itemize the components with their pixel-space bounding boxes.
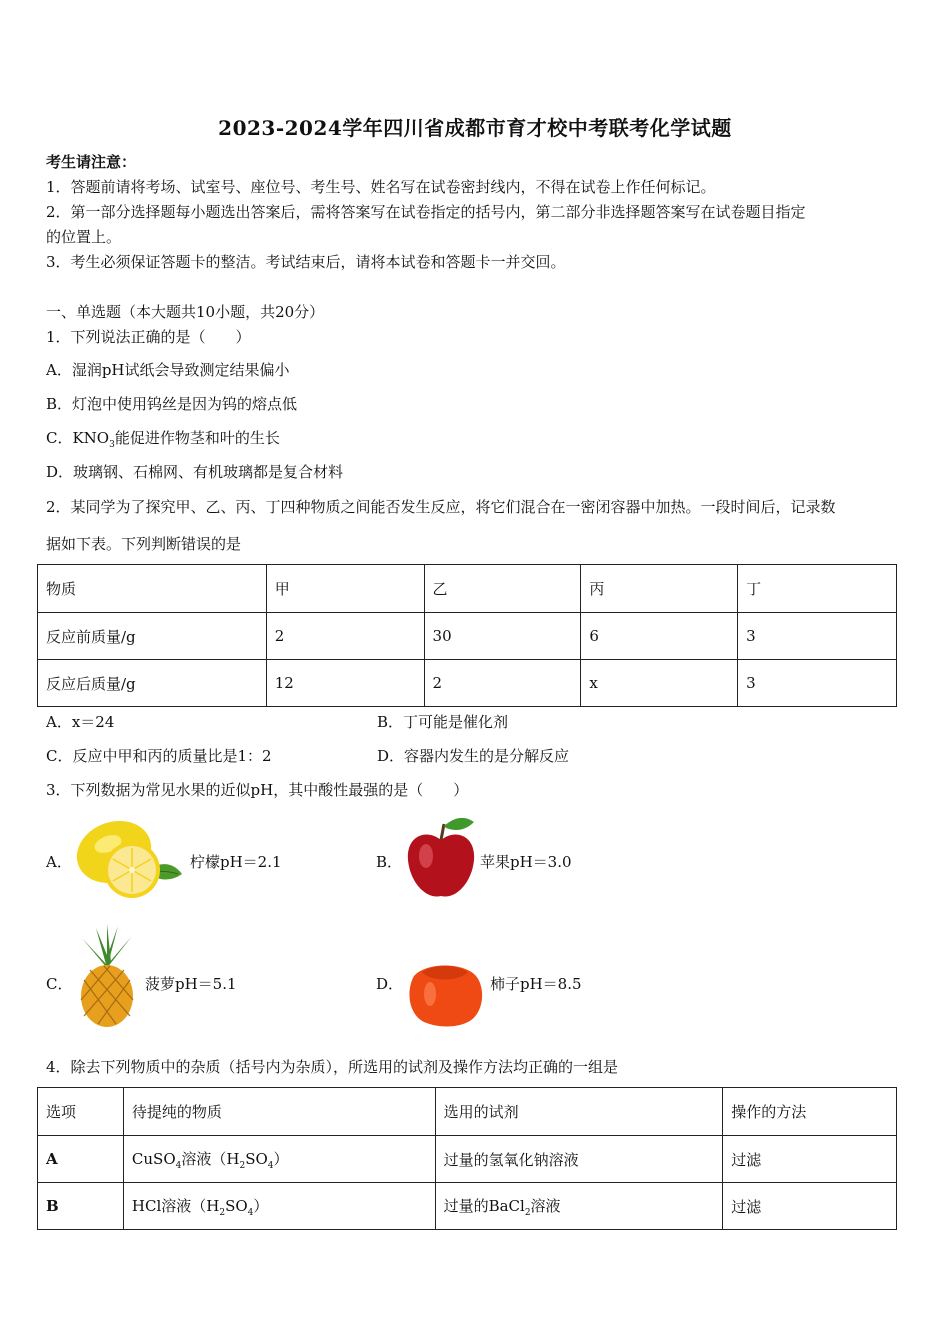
table-cell: 过量的BaCl$_2$溶液 (435, 1183, 723, 1230)
table-cell: HCl溶液$(H_2SO_4)$ (123, 1183, 435, 1230)
page-title: 2023-2024学年四川省成都市育才校中考联考化学试题 (218, 116, 732, 140)
q1-option-d: D．玻璃钢、石棉网、有机玻璃都是复合材料 (46, 463, 344, 481)
table-row (38, 613, 897, 660)
table-header: 操作的方法 (723, 1088, 897, 1136)
q2-stem-line1: 2．某同学为了探究甲、乙、丙、丁四种物质之间能否发生反应，将它们混合在一密闭容器中加热。一段时间后，记录数 (46, 498, 836, 516)
q3-option-b-text: 苹果pH＝3.0 (480, 853, 572, 871)
table-cell: CuSO$_4$溶液$(H_2SO_4)$ (123, 1136, 435, 1183)
table-cell: 反应后质量/g (38, 660, 267, 707)
table-cell: 2 (424, 660, 581, 707)
table-cell: x (581, 660, 738, 707)
q3-option-a-letter: A． (46, 853, 72, 871)
table-row (38, 1183, 897, 1230)
q3-option-c-text: 菠萝pH＝5.1 (145, 975, 237, 993)
table-cell: 6 (581, 613, 738, 660)
persimmon-icon (404, 954, 486, 1028)
table-cell: 过量的氢氧化钠溶液 (435, 1136, 723, 1183)
table-row (38, 660, 897, 707)
table-cell: 3 (738, 613, 897, 660)
q2-option-c: C．反应中甲和丙的质量比是1：2 (46, 747, 272, 765)
pineapple-icon (76, 924, 138, 1028)
q4-table (37, 1087, 897, 1230)
table-cell: 30 (424, 613, 581, 660)
notice-item-2-cont: 的位置上。 (46, 228, 122, 246)
table-header: 选用的试剂 (435, 1088, 723, 1136)
table-header: 待提纯的物质 (123, 1088, 435, 1136)
table-cell: B (38, 1183, 124, 1230)
q1-option-b: B．灯泡中使用钨丝是因为钨的熔点低 (46, 395, 298, 413)
table-cell: 2 (266, 613, 424, 660)
table-cell: 丁 (738, 565, 897, 613)
table-row (38, 565, 897, 613)
notice-item-3: 3．考生必须保证答题卡的整洁。考试结束后，请将本试卷和答题卡一并交回。 (46, 253, 566, 271)
q2-option-d: D．容器内发生的是分解反应 (377, 747, 570, 765)
notice-heading: 考生请注意： (46, 153, 137, 171)
table-cell: 物质 (38, 565, 267, 613)
q3-option-a-text: 柠檬pH＝2.1 (190, 853, 282, 871)
table-cell: 乙 (424, 565, 581, 613)
q3-option-b-letter: B． (376, 853, 403, 871)
q1-option-a: A．湿润pH试纸会导致测定结果偏小 (46, 361, 290, 379)
table-cell: 过滤 (723, 1136, 897, 1183)
q2-stem-line2: 据如下表。下列判断错误的是 (46, 535, 242, 553)
table-cell: 甲 (266, 565, 424, 613)
table-header: 选项 (38, 1088, 124, 1136)
notice-item-2: 2．第一部分选择题每小题选出答案后，需将答案写在试卷指定的括号内，第二部分非选择题答案写在试卷题目指定 (46, 203, 806, 221)
q1-stem: 1．下列说法正确的是（ ） (46, 328, 251, 346)
table-cell: A (38, 1136, 124, 1183)
lemon-icon (74, 812, 186, 904)
apple-icon (404, 812, 478, 902)
table-cell: 过滤 (723, 1183, 897, 1230)
q3-option-d-text: 柿子pH＝8.5 (490, 975, 582, 993)
table-row (38, 1136, 897, 1183)
q3-option-d-letter: D． (376, 975, 404, 993)
q4-stem: 4．除去下列物质中的杂质（括号内为杂质），所选用的试剂及操作方法均正确的一组是 (46, 1058, 619, 1076)
section-heading: 一、单选题（本大题共10小题，共20分） (46, 303, 325, 321)
q3-stem: 3．下列数据为常见水果的近似pH，其中酸性最强的是（ ） (46, 781, 469, 799)
q3-option-c-letter: C． (46, 975, 73, 993)
q2-data-table (37, 564, 897, 707)
notice-item-1: 1．答题前请将考场、试室号、座位号、考生号、姓名写在试卷密封线内，不得在试卷上作任何标记。 (46, 178, 716, 196)
q2-option-b: B．丁可能是催化剂 (377, 713, 509, 731)
q2-option-a: A．x＝24 (46, 713, 115, 731)
table-cell: 丙 (581, 565, 738, 613)
table-row (38, 1088, 897, 1136)
table-cell: 12 (266, 660, 424, 707)
table-cell: 反应前质量/g (38, 613, 267, 660)
table-cell: 3 (738, 660, 897, 707)
q1-option-c: C．$KNO_3$能促进作物茎和叶的生长 (46, 429, 280, 450)
